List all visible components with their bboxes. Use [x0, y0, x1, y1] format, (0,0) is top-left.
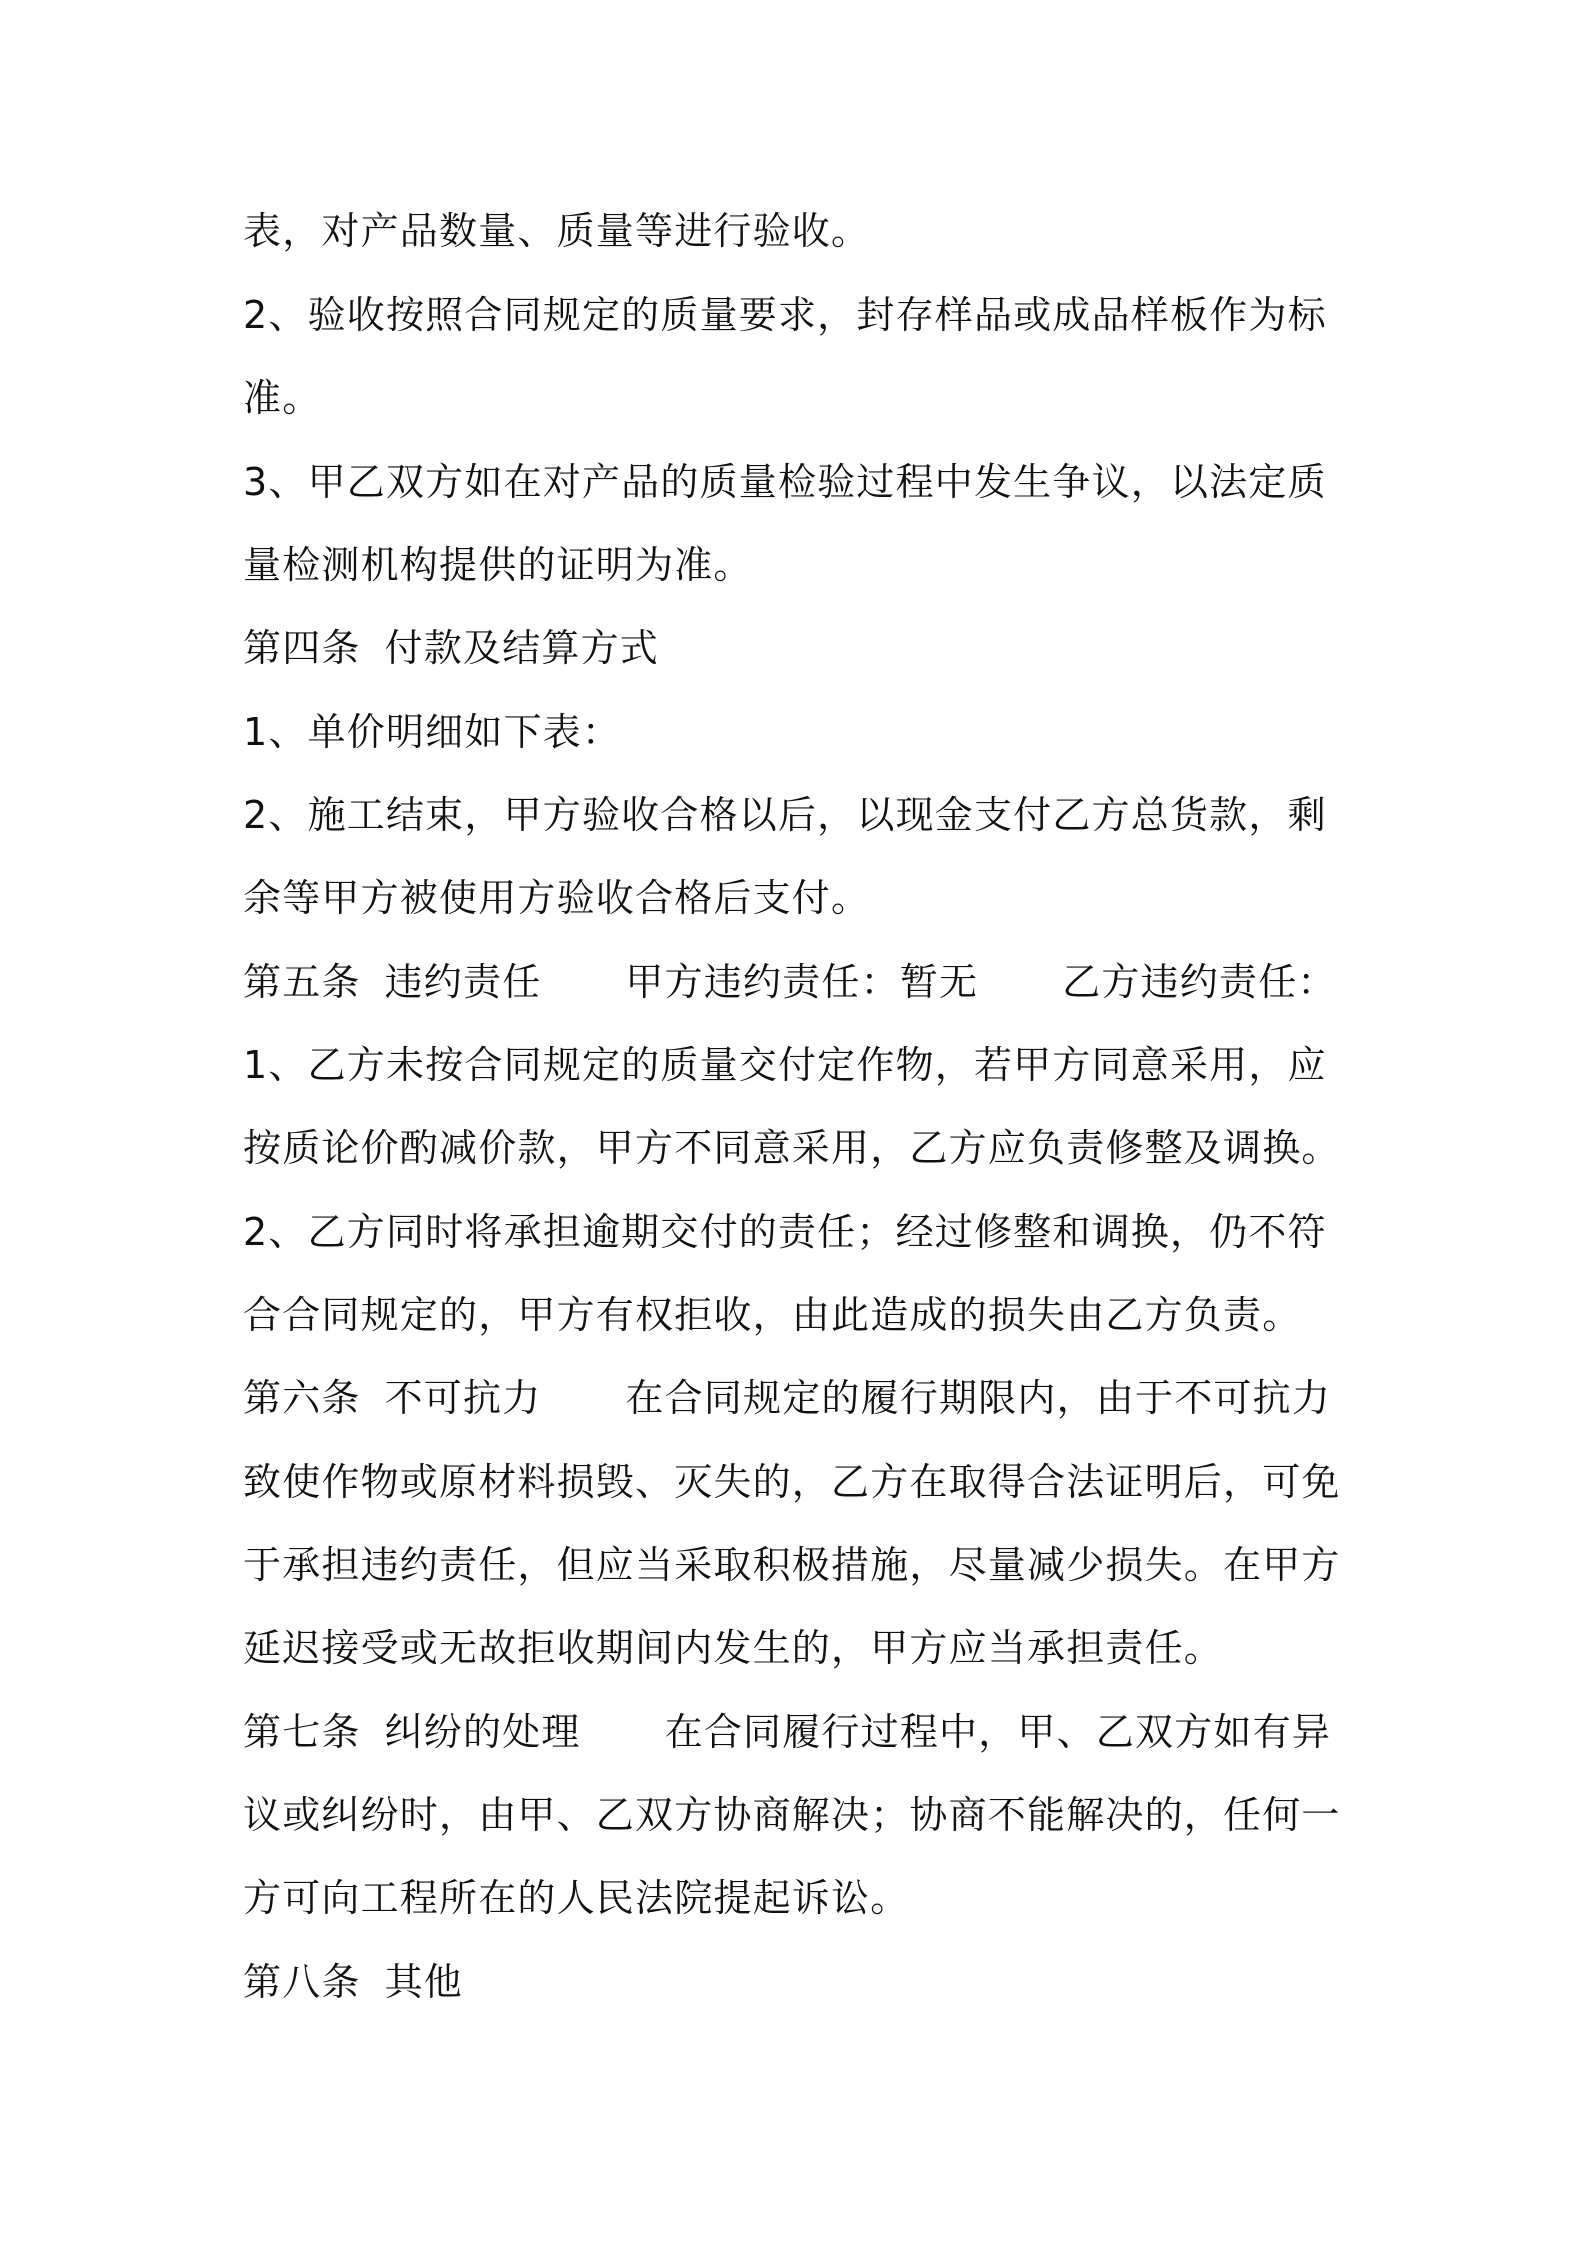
- text-line: [243, 1037, 1363, 1093]
- text-segment: 量检测机构提供的证明为准。: [243, 543, 753, 587]
- article-heading: [243, 954, 1363, 1010]
- text-line: [243, 1287, 1363, 1343]
- article-number: 第七条: [243, 1710, 361, 1754]
- text-segment: 于承担违约责任，但应当采取积极措施，尽量减少损失。在甲方: [243, 1543, 1341, 1587]
- article-heading: [243, 1954, 1363, 2010]
- article-title: 纠纷的处理: [384, 1710, 581, 1754]
- text-line: [243, 370, 1363, 426]
- text-segment: 3、甲乙双方如在对产品的质量检验过程中发生争议，以法定质: [243, 460, 1327, 504]
- text-segment: 2、施工结束，甲方验收合格以后，以现金支付乙方总货款，剩: [243, 793, 1327, 837]
- text-line: [243, 454, 1363, 510]
- text-line: [243, 1204, 1363, 1260]
- text-line: [243, 1537, 1363, 1593]
- article-number: 第五条: [243, 960, 361, 1004]
- article-title: 违约责任: [384, 960, 542, 1004]
- article-heading: [243, 1704, 1363, 1760]
- article-number: 第四条: [243, 626, 361, 670]
- text-segment: 按质论价酌减价款，甲方不同意采用，乙方应负责修整及调换。: [243, 1126, 1341, 1170]
- text-line: [243, 1454, 1363, 1510]
- text-line: [243, 1787, 1363, 1843]
- article-title: 付款及结算方式: [384, 626, 660, 670]
- article-title: 其他: [384, 1960, 464, 2004]
- text-segment: 准。: [243, 376, 322, 420]
- text-line: [243, 787, 1363, 843]
- article-number: 第六条: [243, 1376, 361, 1420]
- text-segment: 2、验收按照合同规定的质量要求，封存样品或成品样板作为标: [243, 293, 1327, 337]
- text-line: [243, 1870, 1363, 1926]
- text-segment: 在合同规定的履行期限内，由于不可抗力: [625, 1376, 1332, 1420]
- text-segment: 方可向工程所在的人民法院提起诉讼。: [243, 1876, 910, 1920]
- article-number: 第八条: [243, 1960, 361, 2004]
- text-line: [243, 537, 1363, 593]
- article-heading: [243, 620, 1363, 676]
- text-line: [243, 870, 1363, 926]
- article-heading: [243, 1370, 1363, 1426]
- text-segment: 乙方违约责任：: [1062, 960, 1337, 1004]
- text-segment: 1、乙方未按合同规定的质量交付定作物，若甲方同意采用，应: [243, 1043, 1327, 1087]
- text-line: [243, 1620, 1363, 1676]
- text-segment: 延迟接受或无故拒收期间内发生的，甲方应当承担责任。: [243, 1626, 1224, 1670]
- text-line: [243, 704, 1363, 760]
- text-line: [243, 203, 1363, 259]
- text-segment: 表，对产品数量、质量等进行验收。: [243, 209, 871, 253]
- text-line: [243, 1120, 1363, 1176]
- text-segment: 1、单价明细如下表：: [243, 710, 622, 754]
- text-segment: 在合同履行过程中，甲、乙双方如有异: [664, 1710, 1332, 1754]
- text-line: [243, 287, 1363, 343]
- text-segment: 致使作物或原材料损毁、灭失的，乙方在取得合法证明后，可免: [243, 1460, 1341, 1504]
- text-segment: 议或纠纷时，由甲、乙双方协商解决；协商不能解决的，任何一: [243, 1793, 1341, 1837]
- text-segment: 余等甲方被使用方验收合格后支付。: [243, 876, 871, 920]
- text-segment: 2、乙方同时将承担逾期交付的责任；经过修整和调换，仍不符: [243, 1210, 1327, 1254]
- text-segment: 甲方违约责任：暂无: [625, 960, 979, 1004]
- article-title: 不可抗力: [384, 1376, 542, 1420]
- text-segment: 合合同规定的，甲方有权拒收，由此造成的损失由乙方负责。: [243, 1293, 1302, 1337]
